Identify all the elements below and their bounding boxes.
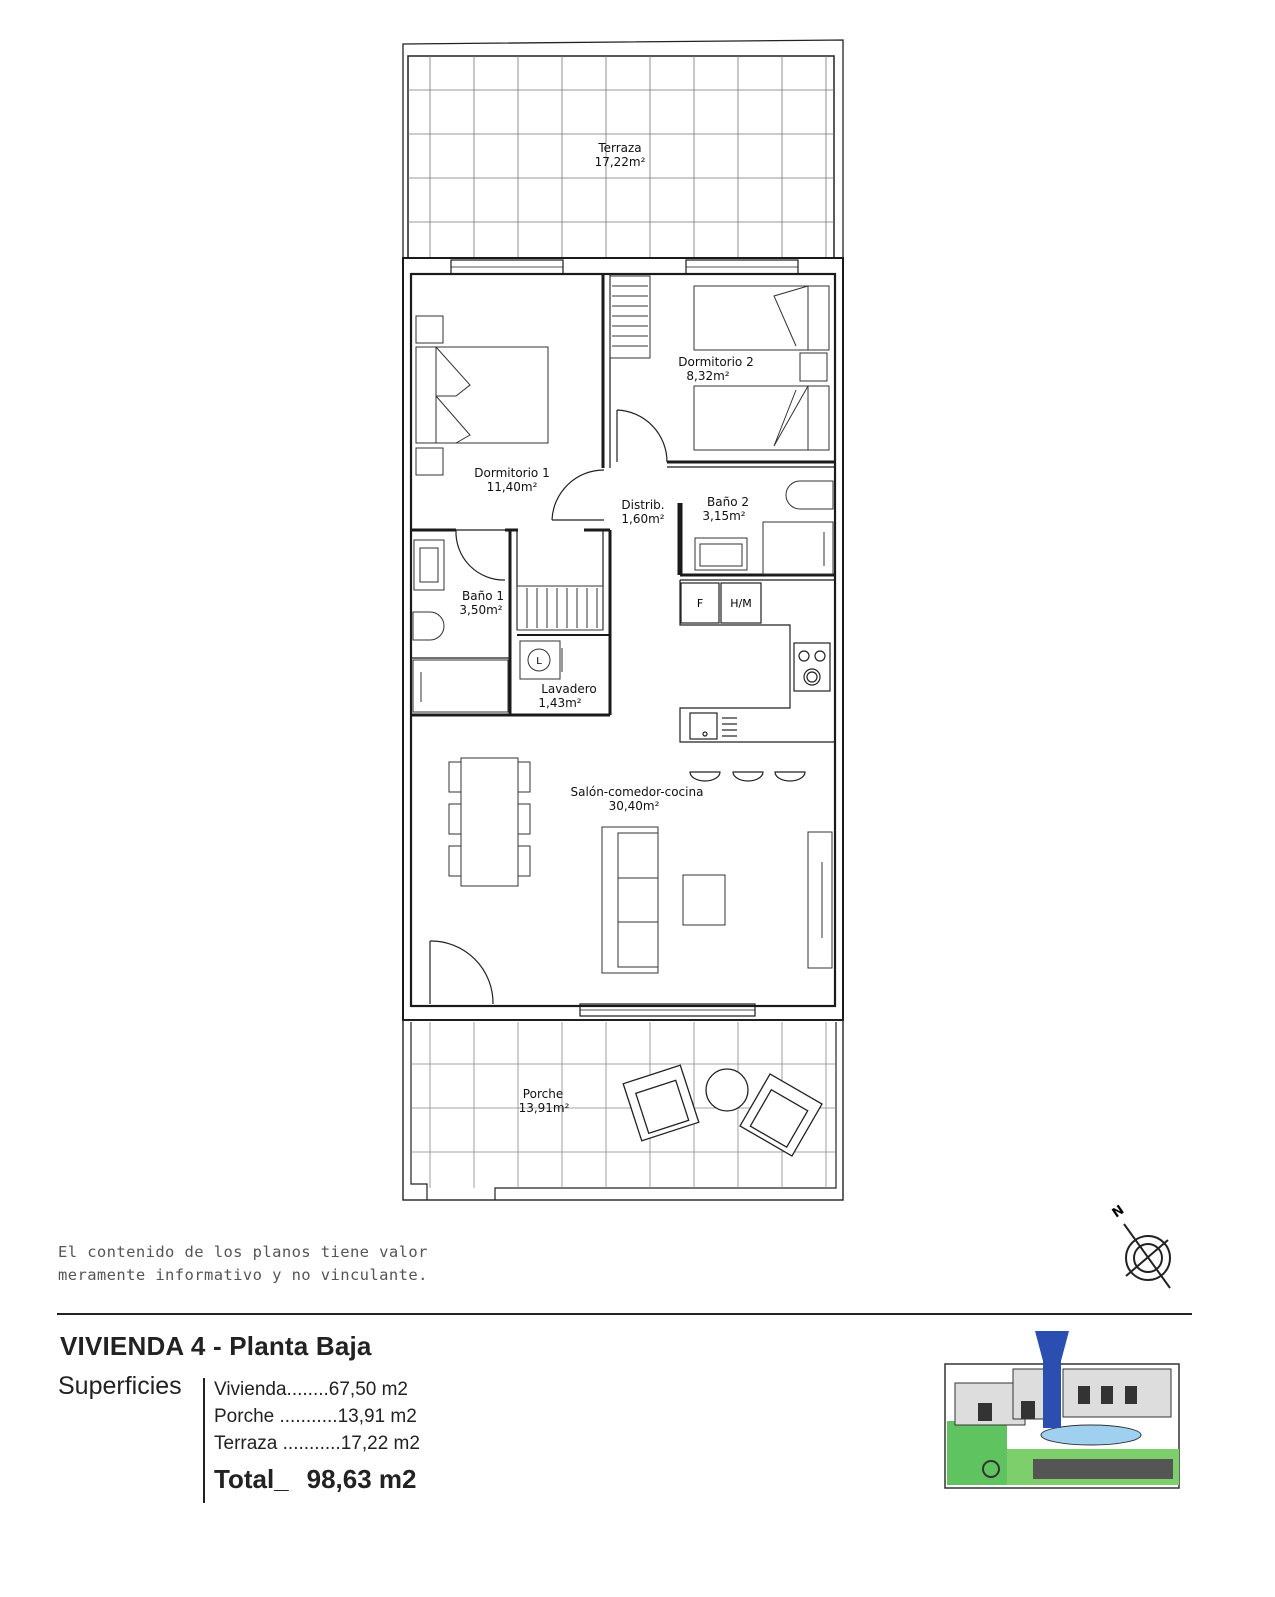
compass-north-label: N <box>1109 1202 1128 1222</box>
room-area-distrib: 1,60m² <box>621 512 665 526</box>
divider <box>57 1313 1192 1315</box>
room-label-bano2: Baño 2 <box>707 495 749 509</box>
disclaimer-line-1: El contenido de los planos tiene valor <box>58 1243 428 1261</box>
room-label-dormitorio1: Dormitorio 1 <box>474 466 550 480</box>
disclaimer <box>58 1241 428 1287</box>
surfaces-divider <box>203 1378 205 1503</box>
room-area-bano2: 3,15m² <box>702 509 746 523</box>
surface-label: Porche <box>214 1406 275 1427</box>
bar-stools <box>690 772 805 781</box>
surface-dots: ........... <box>274 1406 338 1427</box>
surface-value: 67,50 m2 <box>328 1379 409 1400</box>
hm-label: H/M <box>730 597 752 610</box>
page-title: VIVIENDA 4 - Planta Baja <box>60 1331 372 1361</box>
room-label-distrib: Distrib. <box>621 498 665 512</box>
disclaimer-line-2: meramente informativo y no vinculante. <box>58 1266 428 1284</box>
room-area-lavadero: 1,43m² <box>538 696 582 710</box>
porch-furniture <box>623 1065 822 1156</box>
total-label: Total_ <box>214 1464 289 1494</box>
sofa <box>602 827 658 973</box>
surface-row-vivienda <box>214 1379 408 1401</box>
fridge-label: F <box>696 597 704 610</box>
room-label-lavadero: Lavadero <box>541 682 597 696</box>
surface-dots: ........... <box>277 1433 341 1454</box>
room-area-dormitorio2: 8,32m² <box>686 369 730 383</box>
compass-icon <box>1124 1224 1170 1288</box>
building-walls <box>403 258 843 1020</box>
tv-unit <box>808 832 832 968</box>
dining-set <box>449 758 530 886</box>
room-label-dormitorio2: Dormitorio 2 <box>678 355 754 369</box>
washer-label: L <box>536 656 542 667</box>
room-area-salon: 30,40m² <box>608 799 660 813</box>
room-label-bano1: Baño 1 <box>462 589 504 603</box>
surface-row-terraza <box>214 1433 420 1455</box>
total-row <box>214 1464 417 1495</box>
surface-label: Terraza <box>214 1433 278 1454</box>
surface-label: Vivienda <box>214 1379 287 1400</box>
surfaces-heading: Superficies <box>58 1372 182 1400</box>
kitchen-counters <box>680 580 835 742</box>
surface-row-porche <box>214 1406 417 1428</box>
surface-value: 13,91 m2 <box>337 1406 417 1427</box>
room-area-dormitorio1: 11,40m² <box>486 480 538 494</box>
keyplan-green-strip <box>947 1421 1007 1485</box>
bano1-fixtures <box>413 540 508 712</box>
surface-value: 17,22 m2 <box>340 1433 420 1454</box>
total-value: 98,63 m2 <box>306 1464 417 1494</box>
room-label-salon: Salón-comedor-cocina <box>570 785 704 799</box>
room-area-bano1: 3,50m² <box>459 603 503 617</box>
room-area-terraza: 17,22m² <box>594 155 646 169</box>
coffee-table <box>683 875 725 925</box>
room-label-porche: Porche <box>522 1087 564 1101</box>
surface-dots: ........ <box>286 1379 329 1400</box>
room-area-porche: 13,91m² <box>518 1101 570 1115</box>
double-bed <box>416 316 548 475</box>
site-keyplan <box>943 1331 1183 1491</box>
wardrobes <box>517 276 650 630</box>
room-label-terraza: Terraza <box>598 141 642 155</box>
